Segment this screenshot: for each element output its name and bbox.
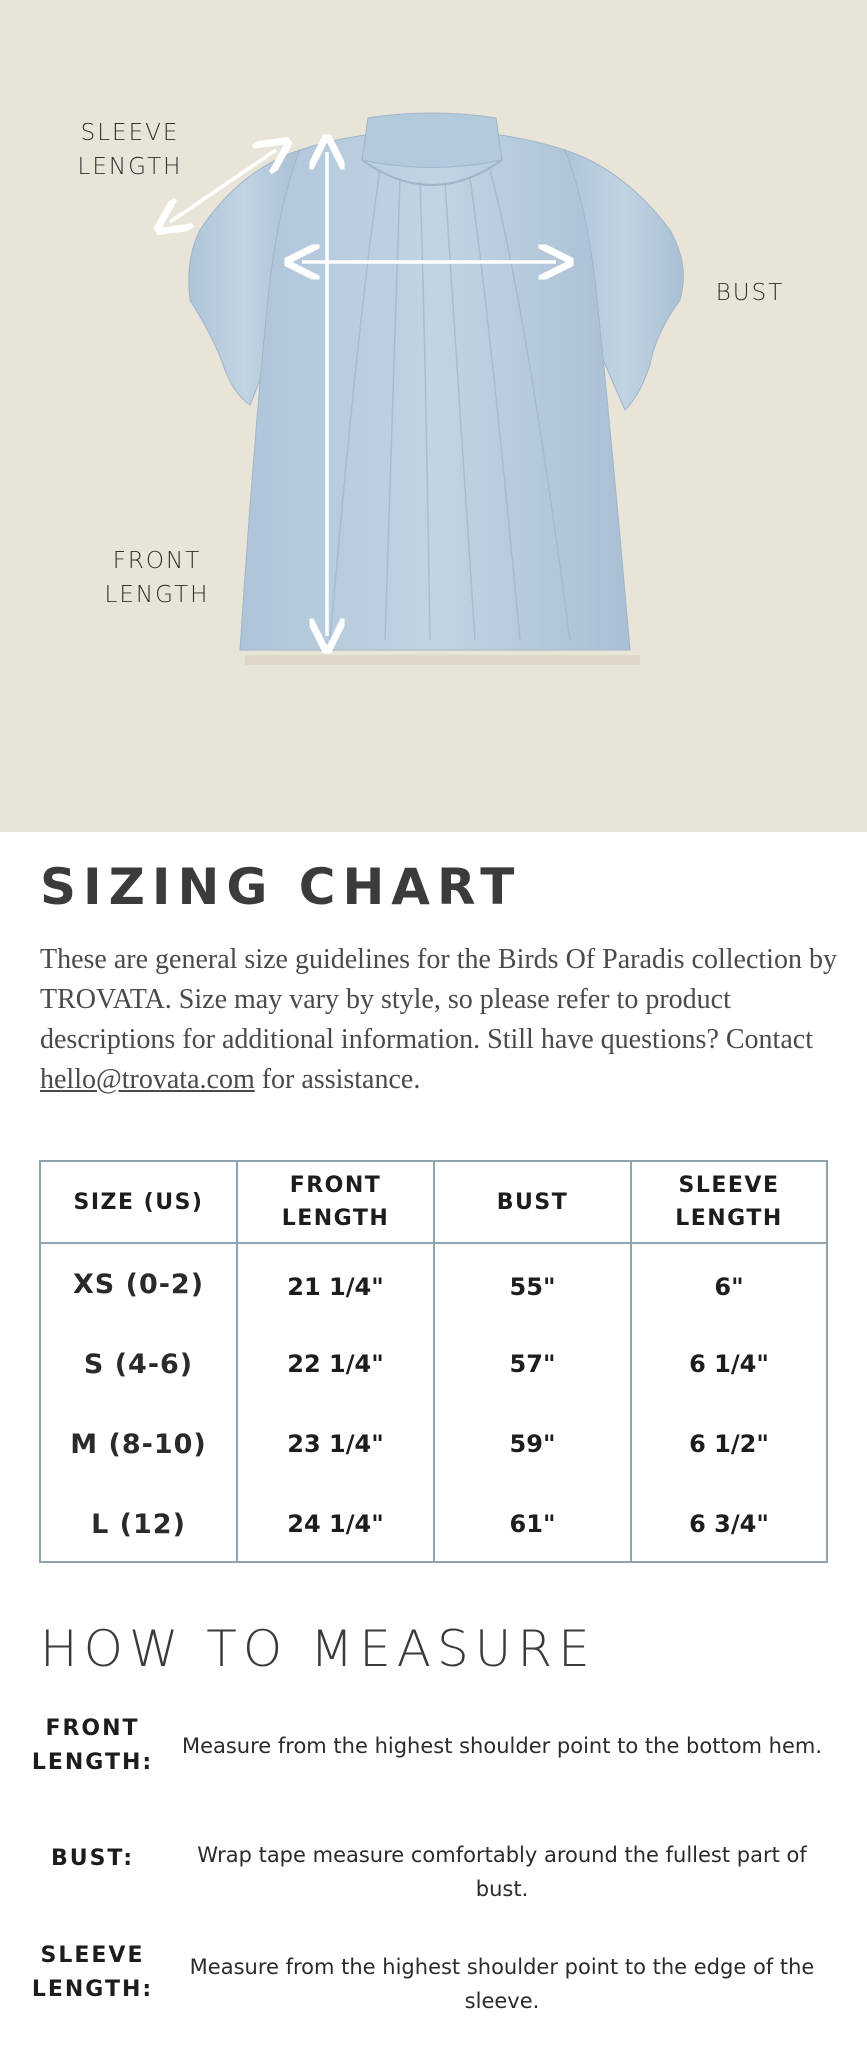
table-cell-front-length: 22 1/4" — [287, 1350, 384, 1378]
table-cell-size: XS (0-2) — [72, 1268, 205, 1300]
header-bust — [435, 1162, 630, 1242]
header-size-text: SIZE (US) — [73, 1189, 204, 1215]
garment-diagram — [0, 0, 867, 832]
table-cell-bust: 61" — [509, 1510, 556, 1538]
table-cell-sleeve-length: 6" — [714, 1273, 744, 1301]
table-cell-sleeve-length: 6 3/4" — [689, 1510, 769, 1538]
header-size — [41, 1162, 236, 1242]
table-cell-front-length: 24 1/4" — [287, 1510, 384, 1538]
front-length-label-line2: LENGTH — [104, 582, 210, 608]
header-sleeve-length-line2: LENGTH — [675, 1206, 783, 1231]
measure-term — [30, 1712, 155, 1780]
sleeve-length-label-line2: LENGTH — [77, 154, 183, 180]
header-sleeve-length — [632, 1162, 826, 1242]
measure-term-line2: LENGTH: — [31, 1977, 154, 2002]
sizing-table — [39, 1160, 828, 1563]
header-front-length — [238, 1162, 433, 1242]
measure-term-line1: SLEEVE — [40, 1943, 145, 1968]
contact-email-link[interactable]: hello@trovata.com — [40, 1064, 255, 1095]
measure-term — [30, 1939, 155, 2007]
table-cell-size: S (4-6) — [83, 1348, 194, 1380]
table-cell-front-length: 23 1/4" — [287, 1430, 384, 1458]
measure-description: Wrap tape measure comfortably around the fullest part of bust. — [197, 1843, 807, 1901]
header-front-length-line2: LENGTH — [281, 1206, 390, 1231]
how-to-measure-title: HOW TO MEASURE — [40, 1620, 596, 1678]
table-cell-bust: 57" — [509, 1350, 556, 1378]
table-cell-front-length: 21 1/4" — [287, 1273, 384, 1301]
intro-text: These are general size guidelines for the Birds Of Paradis collection by TROVATA. Size may vary by style, so please refer to product descriptions for additional information. Still have questions? Contact — [40, 944, 837, 1055]
sleeve-length-label-line1: SLEEVE — [80, 120, 180, 146]
header-bust-text: BUST — [496, 1189, 569, 1215]
measure-term-line1: FRONT — [45, 1716, 140, 1741]
measure-term: BUST: — [50, 1846, 135, 1871]
measure-description: Measure from the highest shoulder point to the edge of the sleeve. — [189, 1955, 815, 2013]
front-length-label — [87, 544, 227, 612]
front-length-label-line1: FRONT — [112, 548, 202, 574]
sizing-chart-title: SIZING CHART — [40, 858, 522, 916]
intro-suffix: for assistance. — [254, 1064, 421, 1095]
table-cell-size: L (12) — [91, 1508, 186, 1540]
header-sleeve-length-line1: SLEEVE — [678, 1173, 780, 1198]
sleeve-length-label — [60, 116, 200, 184]
table-cell-bust: 55" — [509, 1273, 556, 1301]
table-cell-bust: 59" — [509, 1430, 556, 1458]
table-cell-size: M (8-10) — [70, 1428, 207, 1460]
bust-label: BUST — [715, 280, 785, 306]
measure-term-line2: LENGTH: — [31, 1750, 154, 1775]
table-cell-sleeve-length: 6 1/2" — [689, 1430, 769, 1458]
measure-description: Measure from the highest shoulder point to the bottom hem. — [181, 1734, 823, 1758]
sizing-intro-text — [40, 940, 840, 1100]
table-cell-sleeve-length: 6 1/4" — [689, 1350, 769, 1378]
header-front-length-line1: FRONT — [289, 1173, 382, 1198]
